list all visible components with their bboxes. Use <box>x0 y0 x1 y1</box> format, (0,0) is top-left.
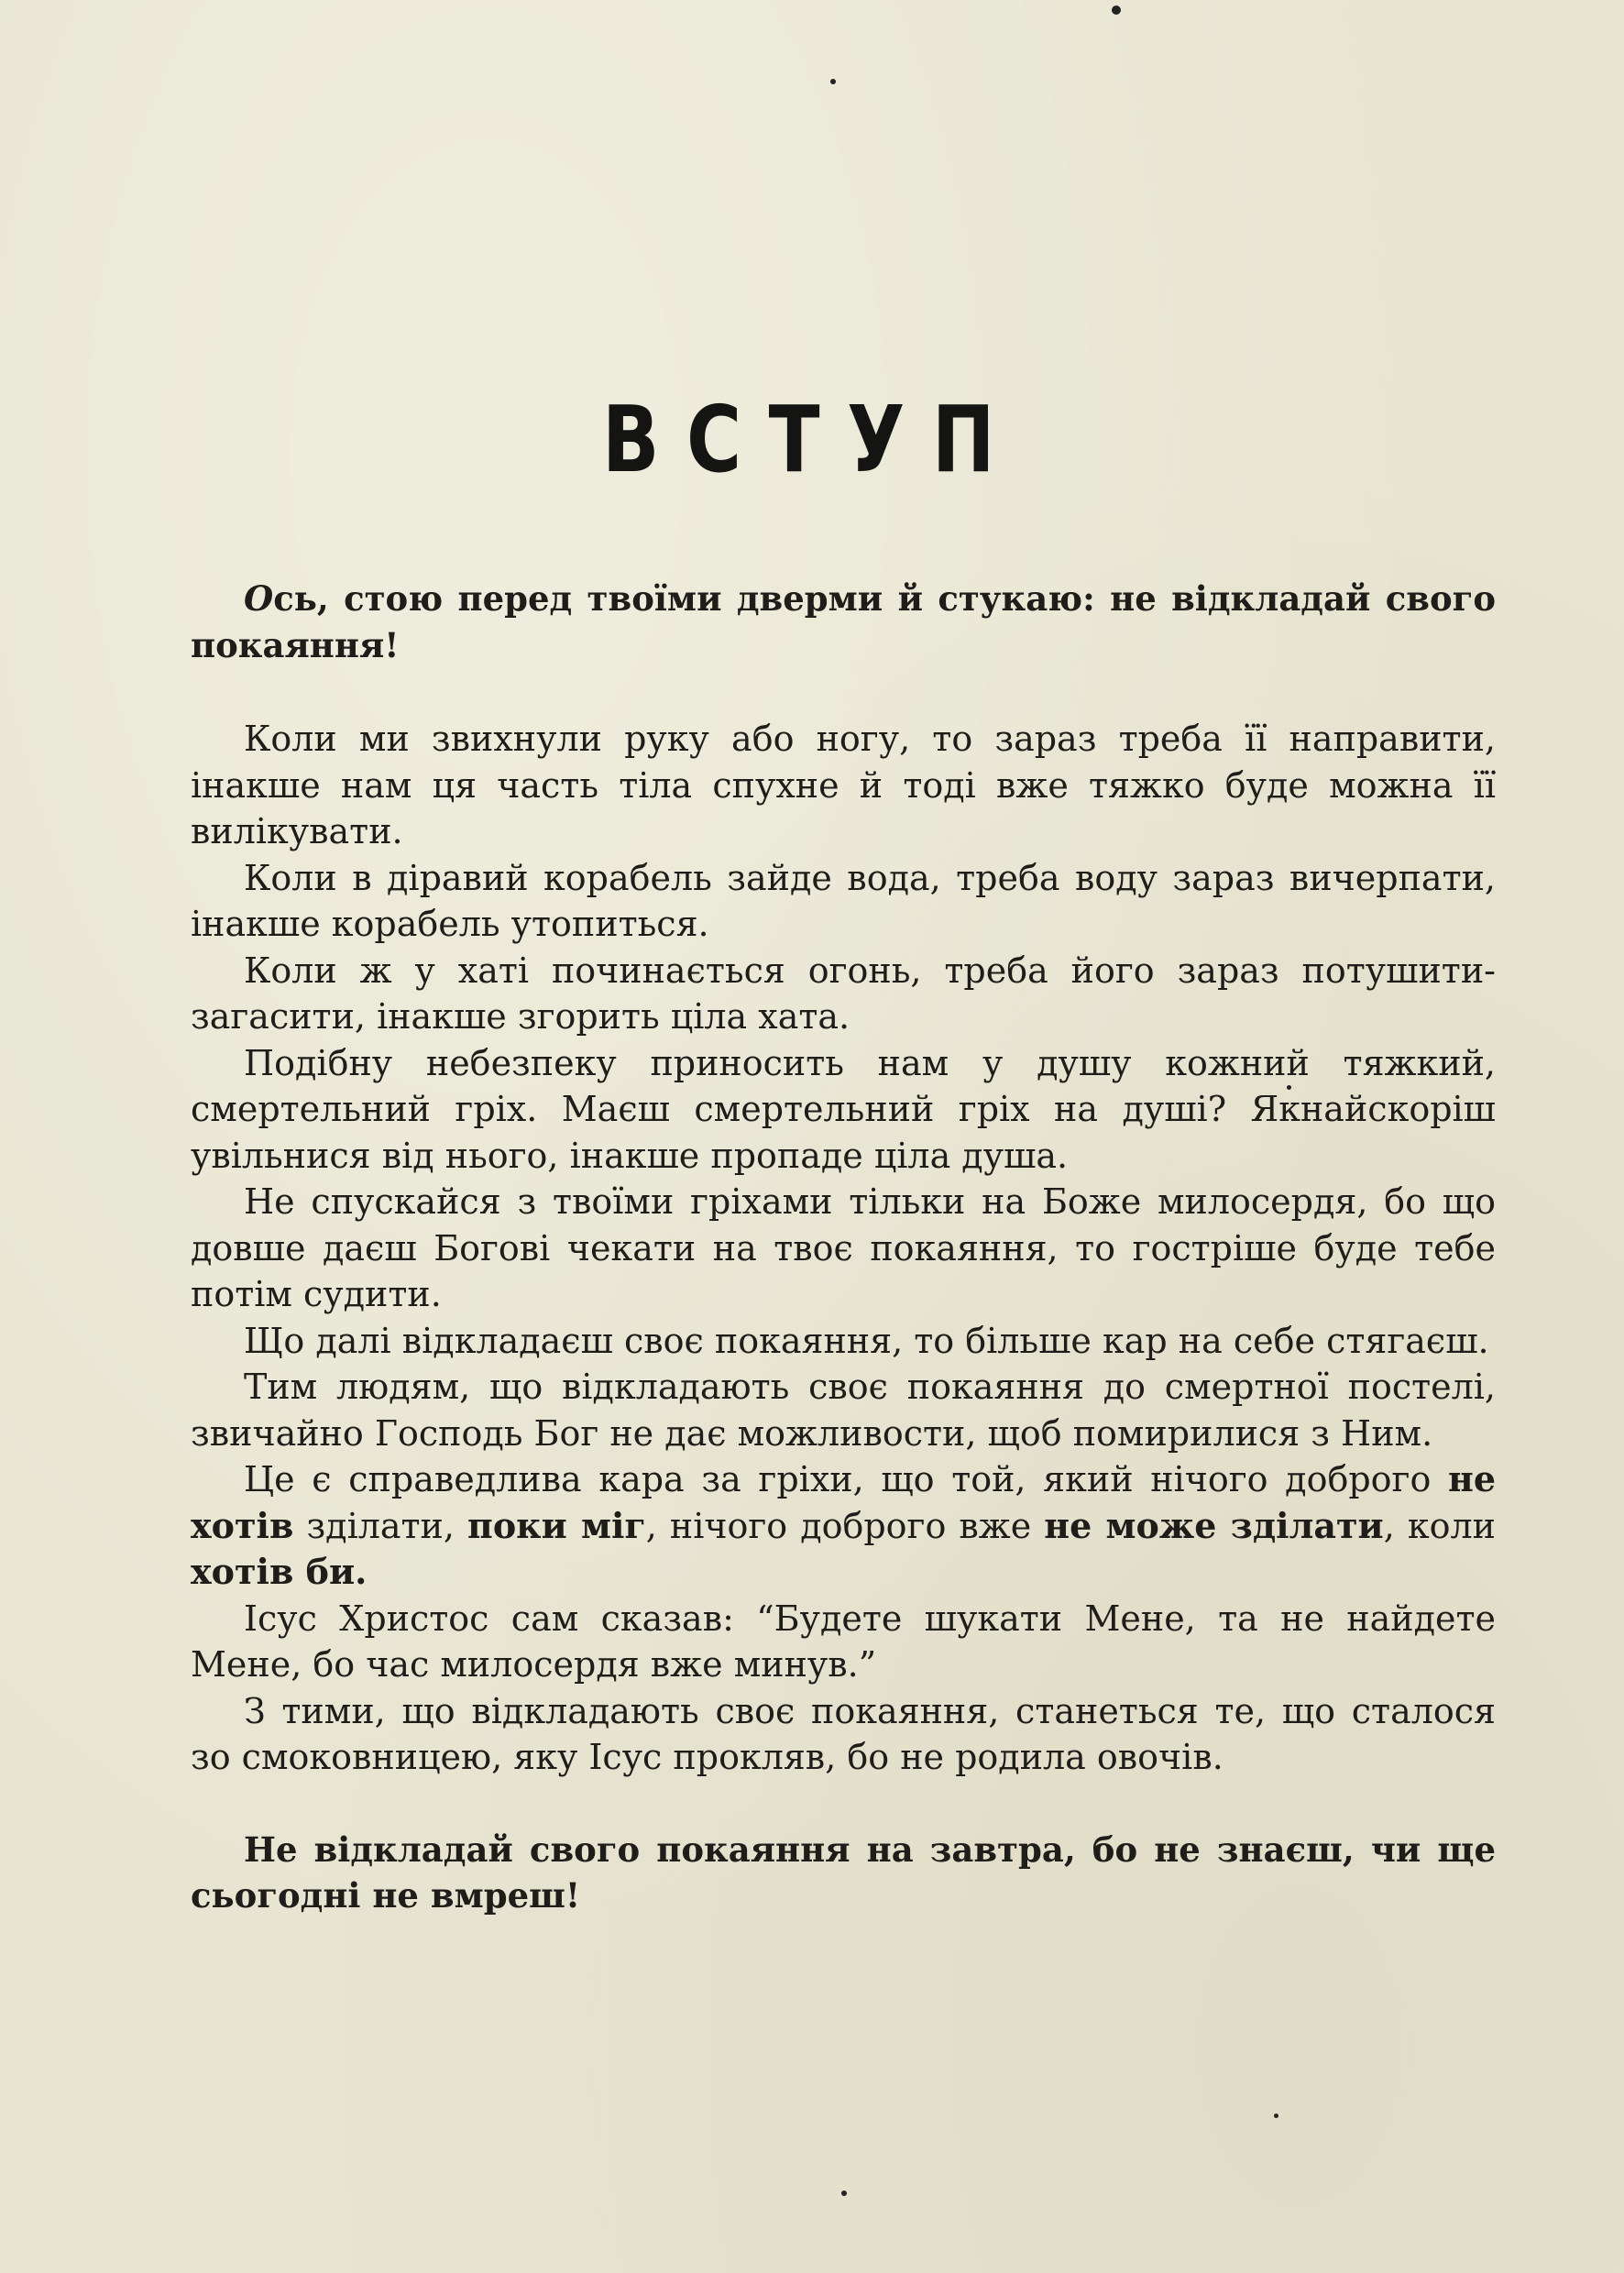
opening-paragraph <box>191 576 1496 668</box>
justice-text: , нічого доброго вже <box>645 1505 1045 1546</box>
justice-text: Це є справедлива кара за гріхи, що той, який нічого доброго <box>244 1459 1448 1499</box>
opening-initial: О <box>244 578 274 619</box>
justice-emphasis: не може зділати <box>1044 1504 1384 1546</box>
paragraph-mortal-sin: Подібну небезпеку приносить нам у душу кожний тяжкий, смертельний гріх. Маєш смертельний гріх на душі? Якнайскоріш увільнися від нього, інакше пропаде ціла душа. <box>191 1042 1496 1176</box>
page-title: ВСТУП <box>601 386 1023 493</box>
paragraph-mercy: Не спускайся з твоїми гріхами тільки на Боже милосердя, бо що довше даєш Богові чекати на твоє покаяння, то гостріше буде тебе потім судити. <box>191 1181 1496 1314</box>
paragraph-fig-tree: З тими, що відкладають своє покаяння, станеться те, що сталося зо смоковницею, яку Ісус прокляв, бо не родила овочів. <box>191 1690 1496 1777</box>
closing-paragraph: Не відкладай свого покаяння на завтра, бо не знаєш, чи ще сьогодні не вмреш! <box>191 1828 1496 1916</box>
paragraph-ship: Коли в діравий корабель зайде вода, треба воду зараз вичерпати, інакше корабель утопиться. <box>191 857 1496 944</box>
paragraph-deathbed: Тим людям, що відкладають своє покаяння до смертної постелі, звичайно Господь Бог не дає можливости, щоб помирилися з Ним. <box>191 1367 1496 1454</box>
paragraph-quote: Ісус Христос сам сказав: “Будете шукати Мене, та не найдете Мене, бо час милосердя вже минув.” <box>191 1598 1496 1685</box>
paragraph-fire: Коли ж у хаті починається огонь, треба його зараз потушити-загасити, інакше згорить ціла хата. <box>191 950 1496 1037</box>
justice-emphasis: хотів би. <box>191 1551 368 1592</box>
paper-speck <box>1112 5 1121 15</box>
paragraph-sprain: Коли ми звихнули руку або ногу, то зараз треба її направити, інакше нам ця часть тіла спухне й тоді вже тяжко буде можна її вилікувати. <box>191 719 1496 851</box>
opening-text: сь, стою перед твоїми дверми й стукаю: не відкладай свого покаяння! <box>191 578 1496 665</box>
paper-speck <box>830 79 836 84</box>
paper-speck <box>1274 2114 1278 2118</box>
justice-emphasis: поки міг <box>467 1504 646 1546</box>
paper-speck <box>841 2191 847 2196</box>
paragraph-delay: Що далі відкладаєш своє покаяння, то більше кар на себе стягаєш. <box>244 1320 1489 1361</box>
justice-text: зділати, <box>293 1505 467 1546</box>
justice-emphasis: не хотів <box>191 1458 1496 1546</box>
document-body <box>191 576 1496 1919</box>
paragraph-justice <box>191 1456 1496 1596</box>
justice-text: , коли <box>1383 1505 1496 1546</box>
